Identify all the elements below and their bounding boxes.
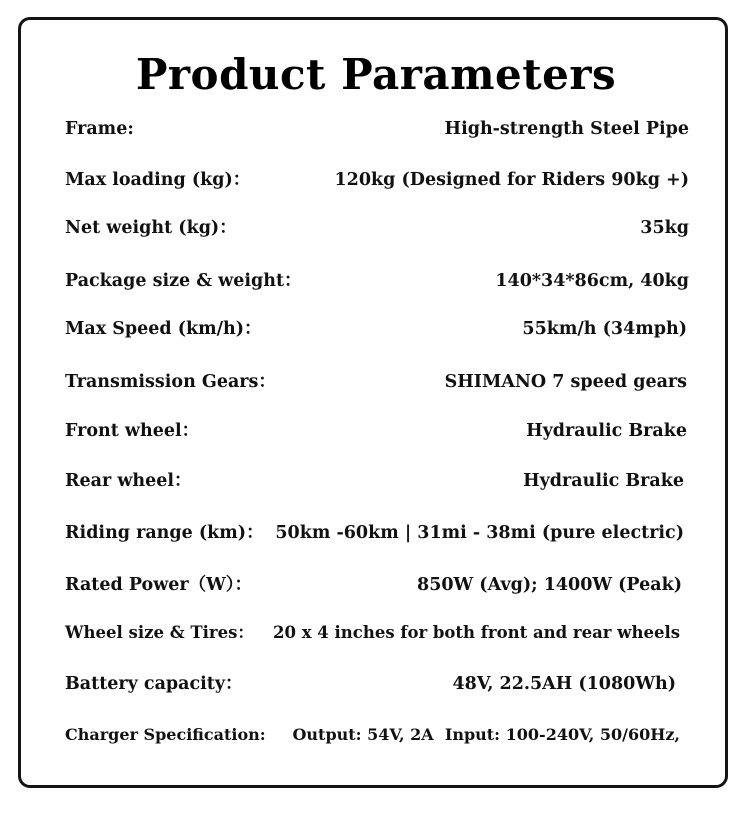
parameters-card [18, 17, 728, 788]
param-row-max-loading [21, 167, 731, 193]
param-value: 50km -60km | 31mi - 38mi (pure electric) [275, 523, 684, 543]
param-value: Hydraulic Brake [526, 421, 687, 441]
param-row-battery [21, 671, 731, 697]
param-value: Hydraulic Brake [523, 471, 684, 491]
param-row-front-wheel [21, 418, 731, 444]
param-row-rated-power [21, 572, 731, 598]
param-value: 55km/h (34mph) [522, 319, 687, 339]
param-value: 850W (Avg); 1400W (Peak) [417, 575, 682, 595]
param-value: 120kg (Designed for Riders 90kg +) [334, 170, 689, 190]
param-label: Max Speed (km/h)： [65, 319, 262, 339]
param-label: Max loading (kg)： [65, 170, 251, 190]
param-label: Charger Specification: [65, 725, 266, 744]
param-label: Rear wheel： [65, 471, 192, 491]
page-title: Product Parameters [135, 50, 617, 99]
param-row-charger [21, 722, 731, 748]
param-row-rear-wheel [21, 468, 731, 494]
param-label: Rated Power（W）： [65, 575, 253, 595]
param-label: Transmission Gears： [65, 372, 276, 392]
param-row-wheel-size [21, 620, 731, 646]
param-row-riding-range [21, 520, 731, 546]
param-label: Package size & weight： [65, 271, 302, 291]
param-label: Net weight (kg)： [65, 218, 237, 238]
param-row-net-weight [21, 215, 731, 241]
param-value: 140*34*86cm, 40kg [495, 271, 689, 291]
param-value: Output: 54V, 2A Input: 100-240V, 50/60Hz, [292, 725, 680, 744]
param-value: 48V, 22.5AH (1080Wh) [452, 674, 676, 694]
param-label: Wheel size & Tires： [65, 623, 254, 642]
param-label: Frame: [65, 119, 134, 139]
param-row-package [21, 268, 731, 294]
param-value: SHIMANO 7 speed gears [444, 372, 687, 392]
param-label: Battery capacity： [65, 674, 243, 694]
param-value: High-strength Steel Pipe [444, 119, 689, 139]
param-label: Front wheel： [65, 421, 200, 441]
param-row-max-speed [21, 316, 731, 342]
param-label: Riding range (km)： [65, 523, 264, 543]
param-value: 35kg [640, 218, 689, 238]
param-row-frame [21, 116, 731, 142]
param-value: 20 x 4 inches for both front and rear wheels [273, 623, 680, 642]
param-row-gears [21, 369, 731, 395]
